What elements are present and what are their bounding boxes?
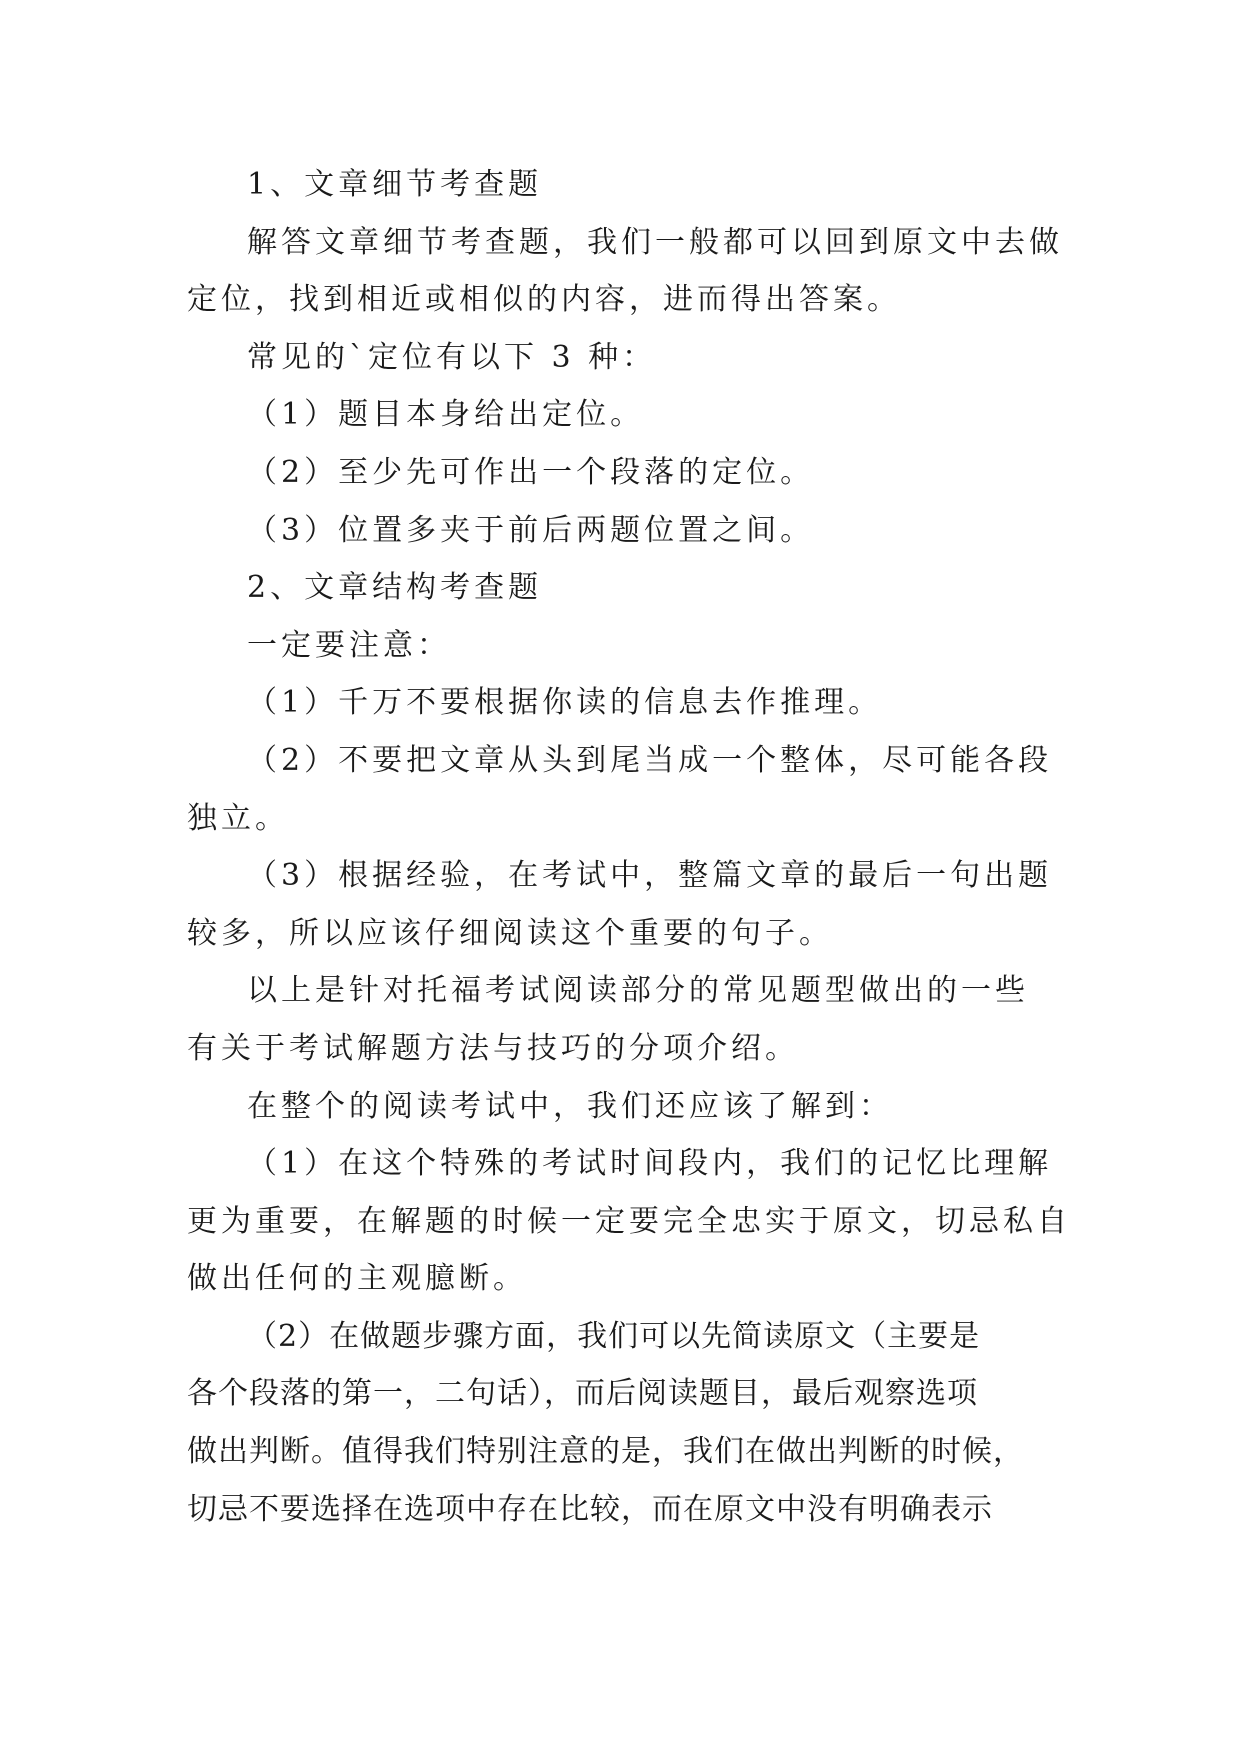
text-line: 做出判断。值得我们特别注意的是，我们在做出判断的时候，: [187, 1434, 1024, 1470]
document-body: [187, 156, 1071, 1538]
text-line: （2）在做题步骤方面，我们可以先简读原文（主要是: [247, 1318, 981, 1354]
text-line: （3）根据经验，在考试中，整篇文章的最后一句出题: [247, 858, 1053, 894]
heading-structure-questions: [187, 559, 1057, 617]
text-line: 2、文章结构考查题: [247, 570, 543, 606]
text-line: 常见的`定位有以下 3 种：: [247, 339, 657, 375]
text-line: 独立。: [187, 800, 289, 836]
list-item-positioning-1: [187, 386, 1057, 444]
text-line: （1）千万不要根据你读的信息去作推理。: [247, 685, 883, 721]
list-item-note-1: [187, 674, 1057, 732]
text-line: 1、文章细节考查题: [247, 167, 543, 202]
text-line: （1）在这个特殊的考试时间段内，我们的记忆比理解: [247, 1146, 1053, 1182]
text-line: 更为重要，在解题的时候一定要完全忠实于原文，切忌私自: [187, 1203, 1071, 1239]
paragraph-common-positioning: [187, 329, 1057, 387]
paragraph-must-note: [187, 617, 1057, 675]
text-line: 做出任何的主观臆断。: [187, 1261, 527, 1297]
text-line: 较多，所以应该仔细阅读这个重要的句子。: [187, 915, 833, 951]
text-line: 定位，找到相近或相似的内容，进而得出答案。: [187, 282, 901, 318]
list-item-note-2: [187, 732, 1057, 847]
text-line: （2）至少先可作出一个段落的定位。: [247, 454, 815, 490]
list-item-positioning-2: [187, 444, 1057, 502]
list-item-know-1: [187, 1135, 1071, 1308]
text-line: （3）位置多夹于前后两题位置之间。: [247, 512, 815, 548]
heading-detail-questions: [187, 156, 1057, 214]
text-line: 在整个的阅读考试中，我们还应该了解到：: [247, 1088, 893, 1124]
text-line: 一定要注意：: [247, 627, 451, 663]
text-line: 解答文章细节考查题，我们一般都可以回到原文中去做: [247, 224, 1063, 260]
list-item-know-2: [187, 1308, 1057, 1538]
paragraph-should-know: [187, 1078, 1057, 1136]
list-item-positioning-3: [187, 502, 1057, 560]
text-line: 有关于考试解题方法与技巧的分项介绍。: [187, 1030, 799, 1066]
paragraph-summary: [187, 962, 1057, 1077]
text-line: 各个段落的第一，二句话），而后阅读题目，最后观察选项: [187, 1376, 978, 1412]
text-line: （2）不要把文章从头到尾当成一个整体，尽可能各段: [247, 742, 1053, 778]
text-line: 以上是针对托福考试阅读部分的常见题型做出的一些: [247, 973, 1029, 1009]
paragraph-detail-answering: [187, 214, 1063, 329]
list-item-note-3: [187, 847, 1057, 962]
text-line: （1）题目本身给出定位。: [247, 397, 645, 433]
text-line: 切忌不要选择在选项中存在比较，而在原文中没有明确表示: [187, 1491, 993, 1527]
